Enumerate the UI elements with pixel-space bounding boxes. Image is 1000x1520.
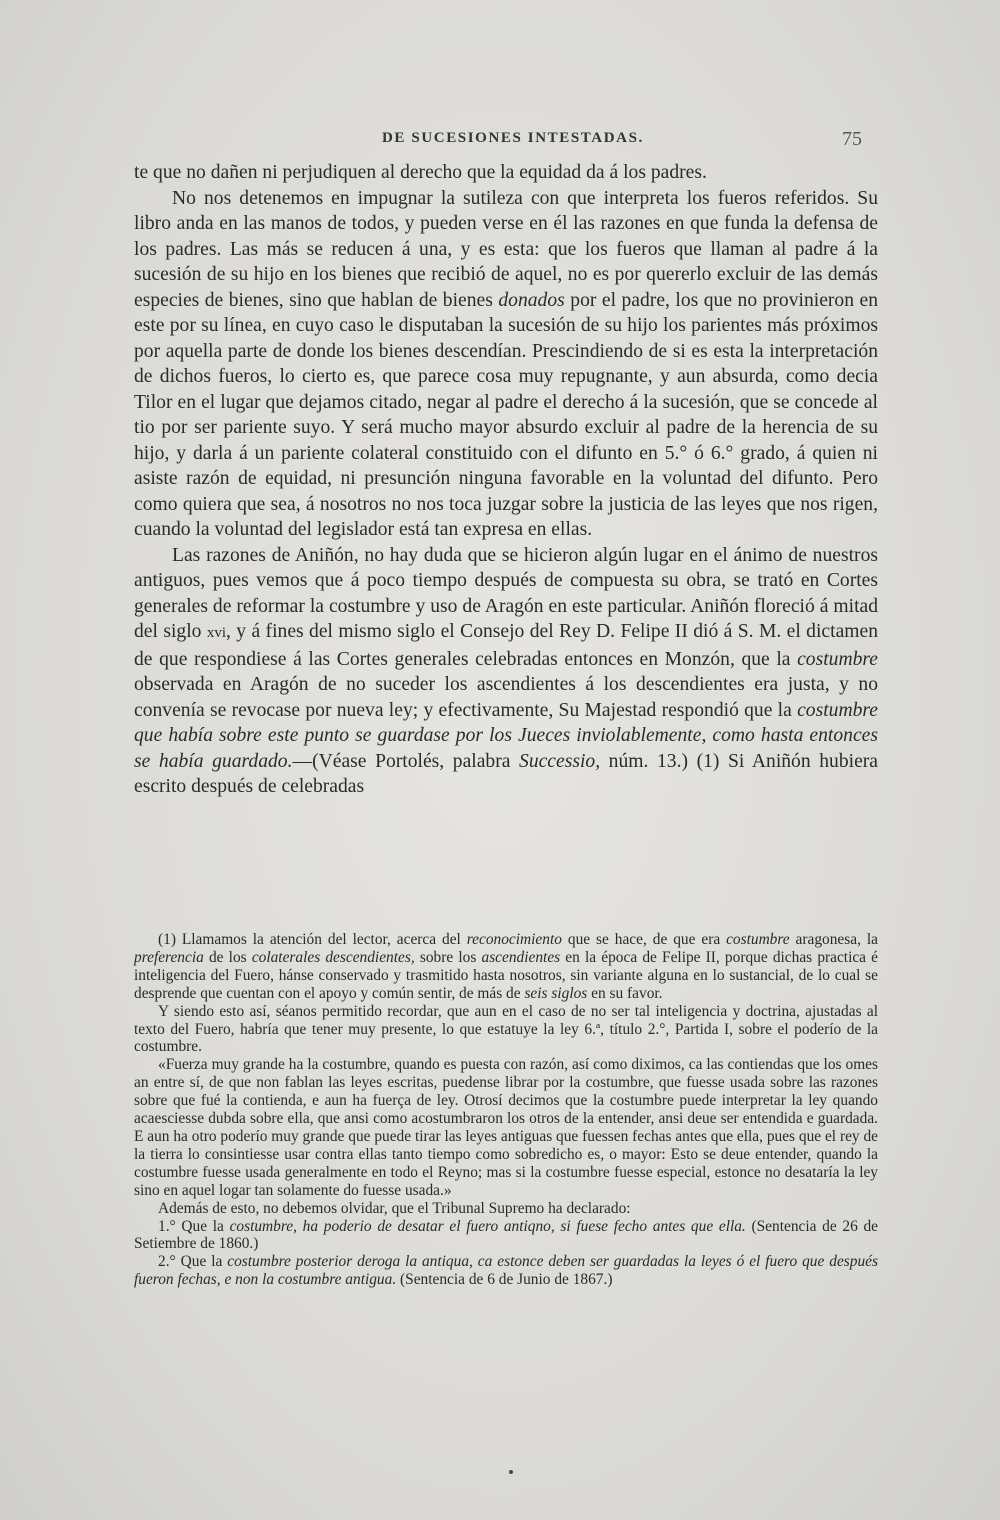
printer-mark (509, 1470, 513, 1474)
footnote-sentence-1: 1.° Que la costumbre, ha poderio de desatar el fuero antiqno, si fuese fecho antes que ella. (Sentencia de 26 de Setiembre de 1860.) (134, 1217, 878, 1253)
footnote-sentence-2: 2.° Que la costumbre posterior deroga la antiqua, ca estonce deben ser guardadas la leyes ó el fuero que después fueron fechas, e non la costumbre antigua. (Sentencia de 6 de Junio de 1867.) (134, 1253, 878, 1289)
small-caps-century: xvi (206, 625, 226, 641)
main-text (134, 160, 878, 800)
footnote-quote: «Fuerza muy grande ha la costumbre, quando es puesta con razón, así como diximos, ca las contiendas que los omes an entre sí, de que non fablan las leyes escritas, puedense librar por la costumbre, que fuesse usada sobre las razones sobre que fué la contienda, e aun ha fuerça de ley. Otrosí decimos que la costumbre puede interpretar la ley quando acaesciesse dubda sobre ella, que ansi como acostumbraron los otros de la entender, ansi deue ser entendida e guardada. E aun ha otro poderío muy grande que puede tirar las leyes antiguas que fuessen fechas antes que ella, pues que el rey de la tierra lo consintiesse usar contra ellas tanto tiempo como sobredicho es, o mayor: Esto se deue entender, quando la costumbre fuesse usada generalmente en todo el Reyno; mas si la costumbre fuesse especial, estonce no desataría la ley sino en aquel logar tan solamente do fuesse usada.» (134, 1056, 878, 1199)
italic-term: Successio, (519, 750, 601, 772)
footnote-paragraph-2: Y siendo esto así, séanos permitido recordar, que aun en el caso de no ser tal inteligencia y doctrina, ajustadas al texto del Fuero, habría que tener muy presente, lo que estatuye la ley 6.ª, título 2.°, Partida I, sobre el poderío de la costumbre. (134, 1002, 878, 1056)
footnotes (134, 931, 878, 1289)
running-head (134, 128, 874, 150)
footnote-1: (1) Llamamos la atención del lector, acerca del reconocimiento que se hace, de que era costumbre aragonesa, la preferencia de los colaterales descendientes, sobre los ascendientes en la época de Felipe II, porque dichas practica é inteligencia del Fuero, hánse conservado y trasmitido hasta nosotros, sin variante alguna en lo sustancial, de lo cual se desprende que cuentan con el apoyo y común sentir, de más de seis siglos en su favor. (134, 931, 879, 1002)
running-title: DE SUCESIONES INTESTADAS. (382, 130, 644, 146)
paragraph-aninon: Las razones de Aniñón, no hay duda que se hicieron algún lugar en el ánimo de nuestros antiguos, pues vemos que á poco tiempo después de compuesta su obra, se trató en Cortes generales de reformar la costumbre y uso de Aragón en este particular. Aniñón floreció á mitad del siglo xvi, y á fines del mismo siglo el Consejo del Rey D. Felipe II dió á S. M. el dictamen de que respondiese á las Cortes generales celebradas entonces en Monzón, que la costumbre observada en Aragón de no suceder los ascendientes á los descendientes era justa, y no convenía se revocase por nueva ley; y efectivamente, Su Majestad respondió que la costumbre que había sobre este punto se guardase por los Jueces inviolablemente, como hasta entonces se había guardado.—(Véase Portolés, palabra Successio, núm. 13.) (1) Si Aniñón hubiera escrito después de celebradas (134, 544, 878, 797)
page-number: 75 (842, 128, 862, 150)
paragraph-continuation: te que no dañen ni perjudiquen al derecho que la equidad da á los padres. (134, 162, 707, 183)
italic-term: donados (498, 289, 565, 311)
paragraph-fueros: No nos detenemos en impugnar la sutileza con que interpreta los fueros referidos. Su libro anda en las manos de todos, y pueden verse en él las razones en que funda la defensa de los padres. Las más se reducen á una, y es esta: que los fueros que llaman al padre á la sucesión de su hijo en los bienes que recibió de aquel, no es por quererlo excluir de las demás especies de bienes, sino que hablan de bienes donados por el padre, los que no provinieron en este por su línea, en cuyo caso le disputaban la sucesión de su hijo los parientes más próximos por aquella parte de donde los bienes descendían. Prescindiendo de si es esta la interpretación de dichos fueros, lo cierto es, que parece cosa muy repugnante, y aun absurda, como decia Tilor en el lugar que dejamos citado, negar al padre el derecho á la sucesión, que se concede al tio por ser pariente suyo. Y será mucho mayor absurdo excluir al padre de la herencia de su hijo, y darla á un pariente colateral constituido con el difunto en 5.° ó 6.° grado, á quien ni asiste razón de equidad, ni presunción ninguna favorable en la voluntad del difunto. Pero como quiera que sea, á nosotros no nos toca juzgar sobre la justicia de las leyes que nos rigen, cuando la voluntad del legislador está tan expresa en ellas. (134, 187, 878, 540)
footnote-paragraph-4: Además de esto, no debemos olvidar, que el Tribunal Supremo ha declarado: (158, 1199, 631, 1217)
italic-quote: costumbre que había sobre este punto se guardase por los Jueces inviolablemente, como hasta entonces se había guardado. (134, 699, 878, 772)
italic-term: costumbre (797, 648, 878, 670)
